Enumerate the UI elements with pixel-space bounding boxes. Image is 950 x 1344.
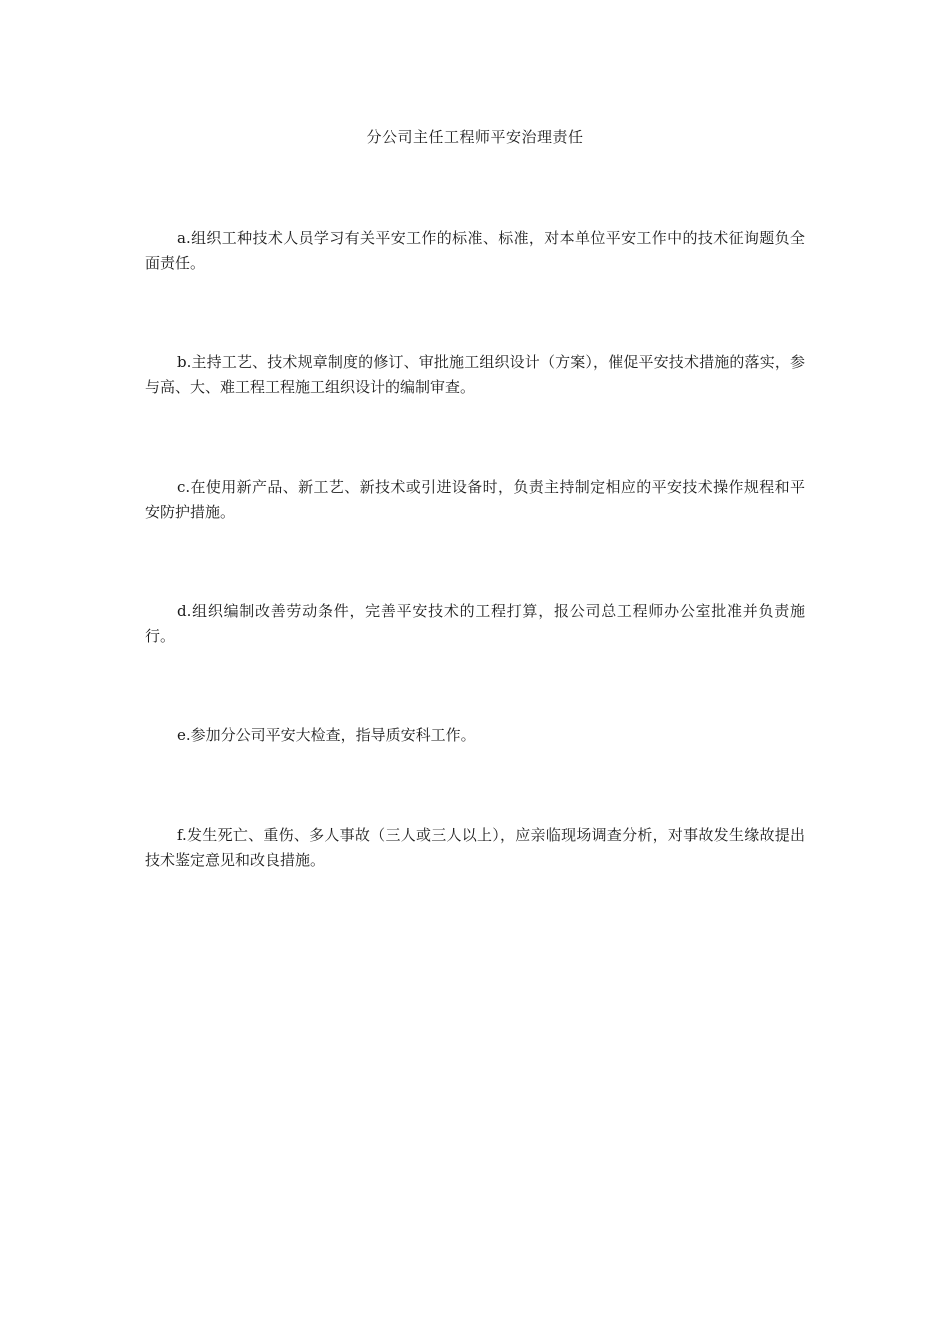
paragraph-a: a.组织工种技术人员学习有关平安工作的标准、标准，对本单位平安工作中的技术征询题负全面责任。 [145, 229, 805, 272]
paragraph-d: d.组织编制改善劳动条件，完善平安技术的工程打算，报公司总工程师办公室批准并负责施行。 [145, 602, 805, 645]
paragraph-b: b.主持工艺、技术规章制度的修订、审批施工组织设计（方案），催促平安技术措施的落实，参与高、大、难工程工程施工组织设计的编制审查。 [145, 353, 805, 396]
paragraph-e: e.参加分公司平安大检查，指导质安科工作。 [177, 726, 476, 744]
paragraph-f: f.发生死亡、重伤、多人事故（三人或三人以上），应亲临现场调查分析，对事故发生缘故提出技术鉴定意见和改良措施。 [145, 826, 805, 869]
paragraph-c: c.在使用新产品、新工艺、新技术或引进设备时，负责主持制定相应的平安技术操作规程和平安防护措施。 [145, 478, 805, 521]
document-title: 分公司主任工程师平安治理责任 [366, 128, 584, 146]
